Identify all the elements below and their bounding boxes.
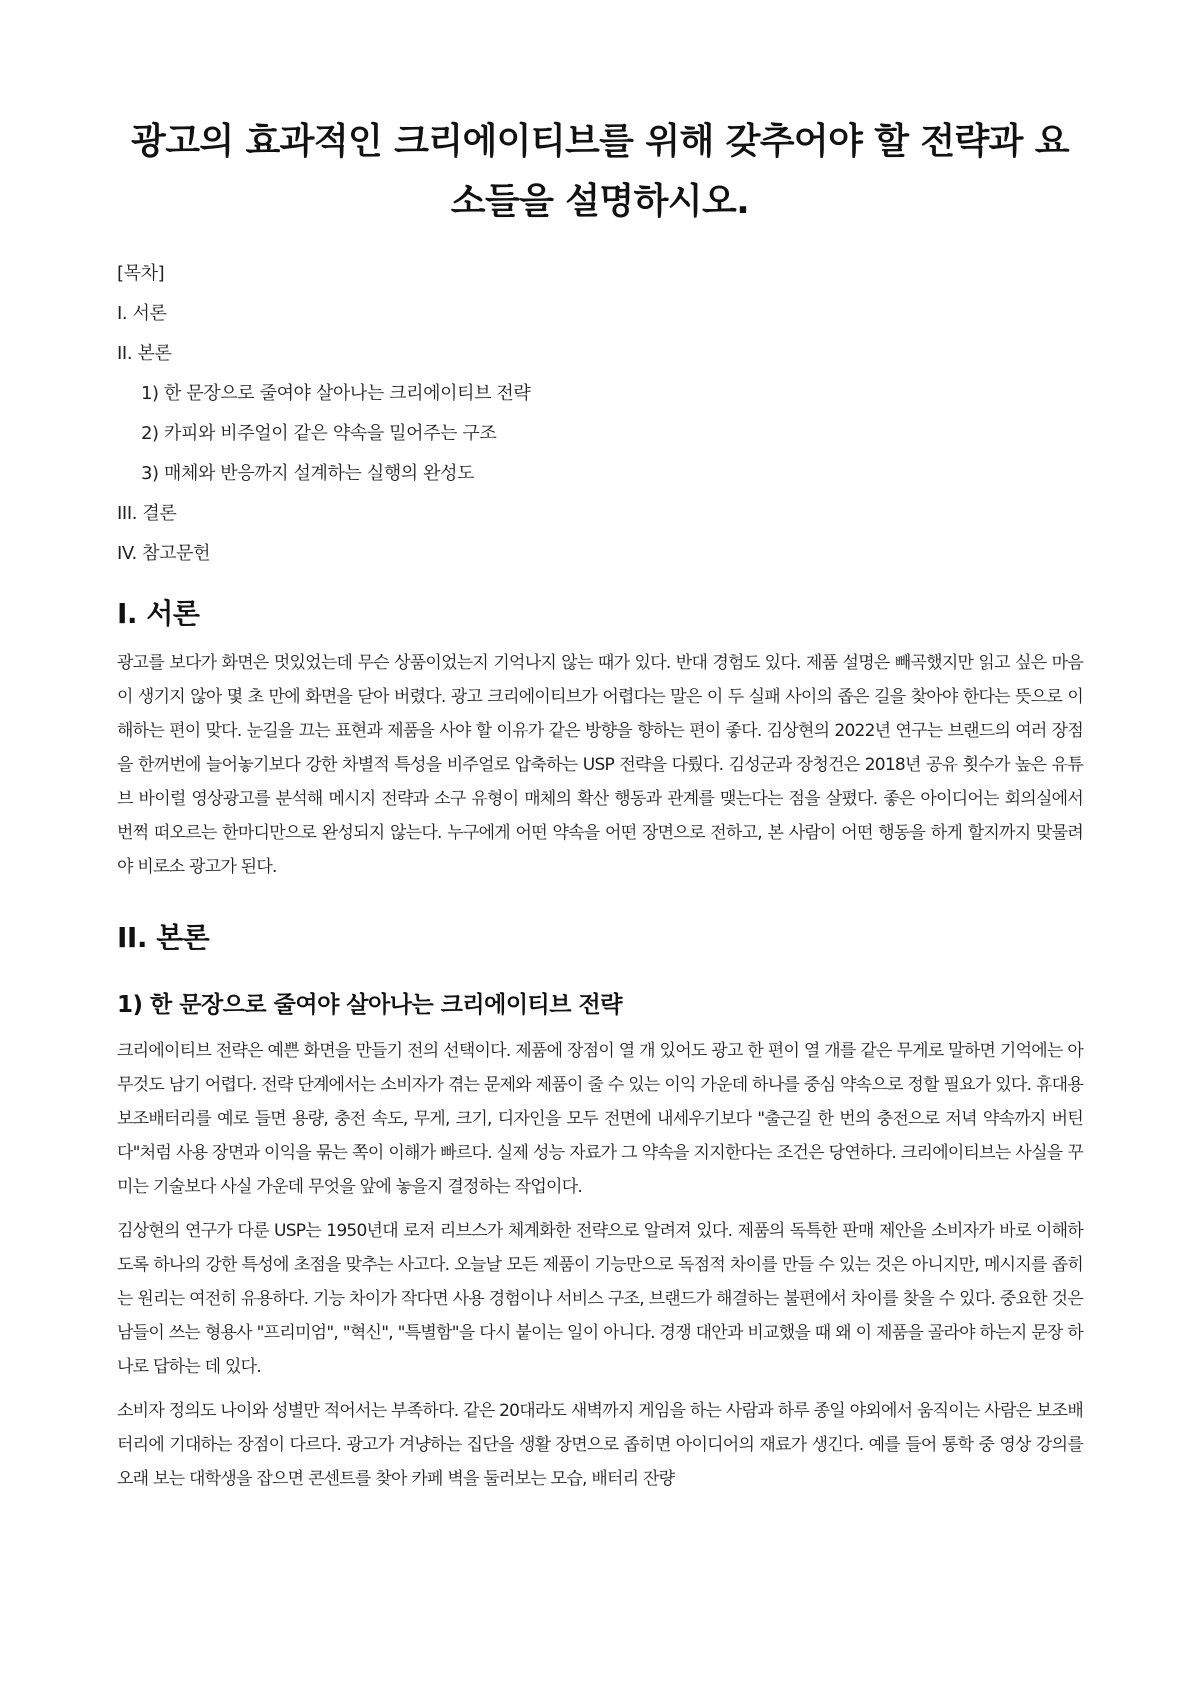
toc-item-introduction: I. 서론 (117, 303, 167, 324)
toc-item-references: IV. 참고문헌 (117, 543, 211, 564)
table-of-contents (117, 262, 1083, 566)
toc-item-conclusion: III. 결론 (117, 503, 177, 524)
body-paragraph: 김상현의 연구가 다룬 USP는 1950년대 로저 리브스가 체계화한 전략으로 알려져 있다. 제품의 독특한 판매 제안을 소비자가 바로 이해하도록 하나의 강한 특성에 초점을 맞추는 사고다. 오늘날 모든 제품이 기능만으로 독점적 차이를 만들 수 있는 것은 아니지만, 메시지를 좁히는 원리는 여전히 유용하다. 기능 차이가 작다면 사용 경험이나 서비스 구조, 브랜드가 해결하는 불편에서 차이를 찾을 수 있다. 중요한 것은 남들이 쓰는 형용사 "프리미엄", "혁신", "특별함"을 다시 붙이는 일이 아니다. 경쟁 대안과 비교했을 때 왜 이 제품을 골라야 하는지 문장 하나로 답하는 데 있다. (117, 1221, 1083, 1377)
document-title: 광고의 효과적인 크리에이티브를 위해 갖추어야 할 전략과 요소들을 설명하시오. (131, 121, 1069, 222)
toc-item-body: II. 본론 (117, 343, 172, 364)
body-paragraph: 크리에이티브 전략은 예쁜 화면을 만들기 전의 선택이다. 제품에 장점이 열 개 있어도 광고 한 편이 열 개를 같은 무게로 말하면 기억에는 아무것도 남기 어렵다. 전략 단계에서는 소비자가 겪는 문제와 제품이 줄 수 있는 이익 가운데 하나를 중심 약속으로 정할 필요가 있다. 휴대용 보조배터리를 예로 들면 용량, 충전 속도, 무게, 크기, 디자인을 모두 전면에 내세우기보다 "출근길 한 번의 충전으로 저녁 약속까지 버틴다"처럼 사용 장면과 이익을 묶는 쪽이 이해가 빠르다. 실제 성능 자료가 그 약속을 지지한다는 조건은 당연하다. 크리에이티브는 사실을 꾸미는 기술보다 사실 가운데 무엇을 앞에 놓을지 결정하는 작업이다. (117, 1041, 1083, 1197)
introduction-paragraph: 광고를 보다가 화면은 멋있었는데 무슨 상품이었는지 기억나지 않는 때가 있다. 반대 경험도 있다. 제품 설명은 빼곡했지만 읽고 싶은 마음이 생기지 않아 몇 초 만에 화면을 닫아 버렸다. 광고 크리에이티브가 어렵다는 말은 이 두 실패 사이의 좁은 길을 찾아야 한다는 뜻으로 이해하는 편이 맞다. 눈길을 끄는 표현과 제품을 사야 할 이유가 같은 방향을 향하는 편이 좋다. 김상현의 2022년 연구는 브랜드의 여러 장점을 한꺼번에 늘어놓기보다 강한 차별적 특성을 비주얼로 압축하는 USP 전략을 다뤘다. 김성군과 장청건은 2018년 공유 횟수가 높은 유튜브 바이럴 영상광고를 분석해 메시지 전략과 소구 유형이 매체의 확산 행동과 관계를 맺는다는 점을 살폈다. 좋은 아이디어는 회의실에서 번쩍 떠오르는 한마디만으로 완성되지 않는다. 누구에게 어떤 약속을 어떤 장면으로 전하고, 본 사람이 어떤 행동을 하게 할지까지 맞물려야 비로소 광고가 된다. (117, 653, 1083, 877)
subsection-heading-strategy: 1) 한 문장으로 줄여야 살아나는 크리에이티브 전략 (117, 992, 622, 1018)
toc-subitem-2: 2) 카피와 비주얼이 같은 약속을 밀어주는 구조 (141, 423, 497, 444)
toc-subitem-1: 1) 한 문장으로 줄여야 살아나는 크리에이티브 전략 (141, 383, 531, 404)
toc-heading: [목차] (117, 263, 165, 284)
toc-subitem-3: 3) 매체와 반응까지 설계하는 실행의 완성도 (141, 463, 475, 484)
section-heading-body: II. 본론 (117, 921, 210, 954)
body-paragraph: 소비자 정의도 나이와 성별만 적어서는 부족하다. 같은 20대라도 새벽까지 게임을 하는 사람과 하루 종일 야외에서 움직이는 사람은 보조배터리에 기대하는 장점이 다르다. 광고가 겨냥하는 집단을 생활 장면으로 좁히면 아이디어의 재료가 생긴다. 예를 들어 통학 중 영상 강의를 오래 보는 대학생을 잡으면 콘센트를 찾아 카페 벽을 둘러보는 모습, 배터리 잔량 (117, 1401, 1083, 1489)
section-heading-introduction: I. 서론 (117, 597, 200, 630)
